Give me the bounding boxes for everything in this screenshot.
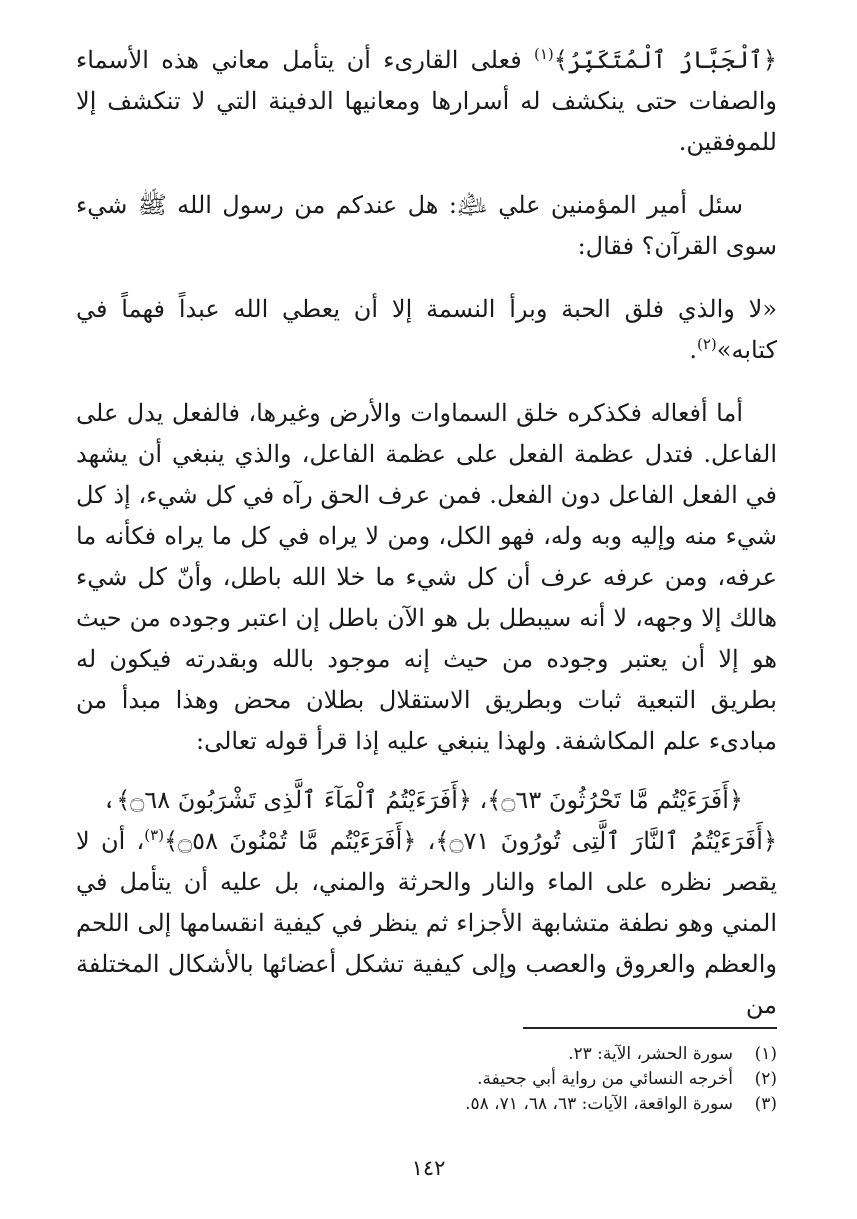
footnote-ref-1[interactable]: (١) bbox=[533, 45, 554, 63]
footnote-item bbox=[77, 1042, 777, 1067]
footnote-text: سورة الواقعة، الآيات: ٦٣، ٦٨، ٧١، ٥٨. bbox=[465, 1094, 733, 1114]
quran-quote: ﴿ٱلْجَبَّارُ ٱلْمُتَكَبِّرُ﴾ bbox=[553, 46, 777, 74]
footnote-item bbox=[77, 1092, 777, 1117]
paragraph-actions bbox=[76, 393, 777, 762]
paragraph-hadith bbox=[76, 289, 777, 371]
footnote-number: (٢) bbox=[754, 1069, 777, 1089]
footnote-number: (٣) bbox=[754, 1094, 777, 1114]
footnotes bbox=[77, 1042, 777, 1117]
footnote-ref-3[interactable]: (٣) bbox=[144, 826, 165, 844]
footnote-text: أخرجه النسائي من رواية أبي جحيفة. bbox=[477, 1069, 733, 1089]
quran-verses-line-2: ﴿أَفَرَءَيْتُمُ ٱلنَّارَ ٱلَّتِى تُورُونَ ۝٧١﴾، ﴿أَفَرَءَيْتُم مَّا تُمْنُونَ ۝٥٨﴾ bbox=[164, 827, 778, 855]
footnote-number: (١) bbox=[754, 1044, 777, 1064]
page-number: ١٤٢ bbox=[411, 1156, 446, 1180]
paragraph-names-attributes bbox=[76, 40, 777, 163]
paragraph-question bbox=[76, 185, 777, 267]
paragraph-end: . bbox=[689, 336, 697, 364]
paragraph-text: سئل أمير المؤمنين علي ﵇: هل عندكم من رسول الله ﷺ شيء سوى القرآن؟ فقال: bbox=[76, 191, 777, 260]
paragraph-text: ، أن لا يقصر نظره على الماء والنار والحرثة والمني، بل عليه أن يتأمل في المني وهو نطفة متشابهة الأجزاء ثم ينظر في كيفية انقسامها إلى اللحم والعظم والعروق والعصب وإلى كيفية تشكل أعضائها بالأشكال المختلفة من bbox=[76, 827, 777, 1019]
footnote-divider bbox=[523, 1027, 777, 1029]
paragraph-verses bbox=[76, 780, 777, 1026]
paragraph-text: فعلى القارىء أن يتأمل معاني هذه الأسماء والصفات حتى ينكشف له أسرارها ومعانيها الدفينة التي لا تنكشف إلا للموفقين. bbox=[76, 46, 777, 156]
footnote-ref-2[interactable]: (٢) bbox=[697, 335, 717, 353]
footnote-item bbox=[77, 1067, 777, 1092]
quran-verses-line-1: ﴿أَفَرَءَيْتُم مَّا تَحْرُثُونَ ۝٦٣﴾، ﴿أَفَرَءَيْتُمُ ٱلْمَآءَ ٱلَّذِى تَشْرَبُونَ ۝٦٨﴾، bbox=[102, 786, 743, 814]
paragraph-text: أما أفعاله فكذكره خلق السماوات والأرض وغيرها، فالفعل يدل على الفاعل. فتدل عظمة الفعل على عظمة الفاعل، والذي ينبغي أن يشهد في الفعل الفاعل دون الفعل. فمن عرف الحق رآه في كل شيء، إذ كل شيء منه وإليه وبه وله، فهو الكل، ومن لا يراه في كل ما يراه فكأنه ما عرفه، ومن عرفه عرف أن كل شيء ما خلا الله باطل، وأنّ كل شيء هالك إلا وجهه، لا أنه سيبطل بل هو الآن باطل إن اعتبر وجوده من حيث هو إلا أن يعتبر وجوده من حيث إنه موجود بالله وبقدرته فيكون له بطريق التبعية ثبات وبطريق الاستقلال بطلان محض وهذا مبدأ من مبادىء علم المكاشفة. ولهذا ينبغي عليه إذا قرأ قوله تعالى: bbox=[76, 399, 778, 755]
hadith-quote: «لا والذي فلق الحبة وبرأ النسمة إلا أن يعطي الله عبداً فهماً في كتابه» bbox=[76, 295, 777, 364]
footnote-text: سورة الحشر، الآية: ٢٣. bbox=[568, 1044, 733, 1064]
